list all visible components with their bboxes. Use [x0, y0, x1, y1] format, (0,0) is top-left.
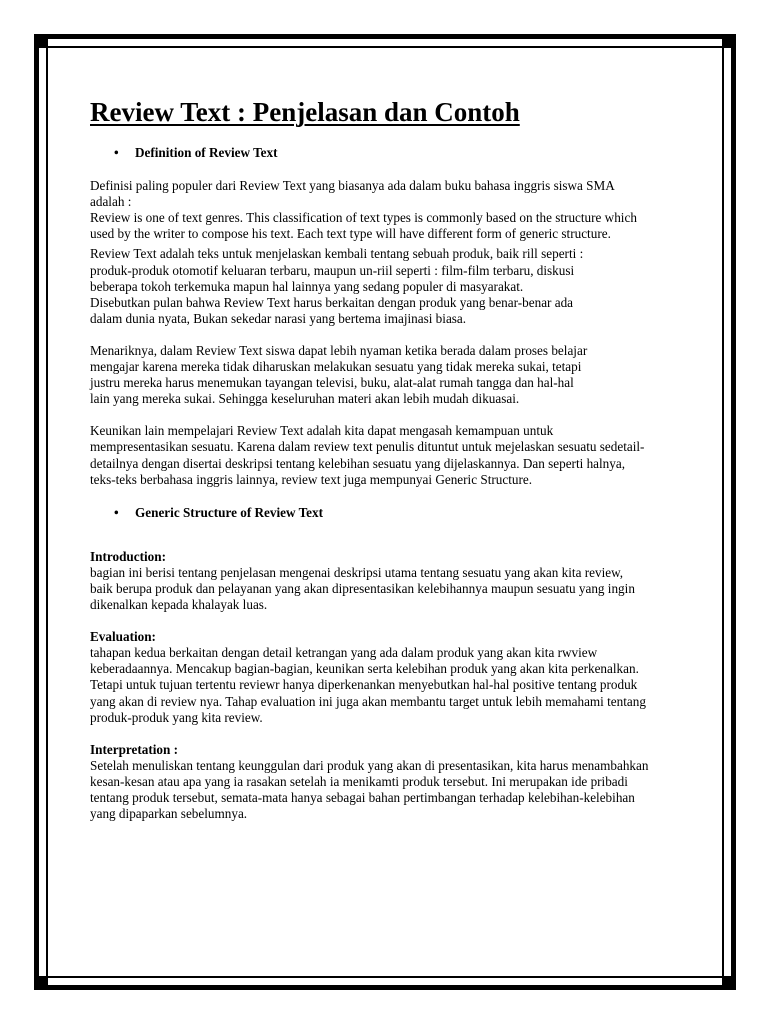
document-title: Review Text : Penjelasan dan Contoh	[90, 97, 520, 127]
document-body	[90, 96, 680, 822]
bullet-icon: •	[114, 504, 119, 520]
introduction-block: Introduction: bagian ini berisi tentang penjelasan mengenai deskripsi utama tentang sesuatu yang akan kita review, baik berupa produk dan pelayanan yang akan dipresentasikan kelebihannya maupun sesuatu yang ingin dikenalkan kepada khalayak luas.	[90, 548, 635, 613]
paragraph-review-text: Review Text adalah teks untuk menjelaskan kembali tentang sebuah produk, baik rill seperti : produk-produk otomotif keluaran terbaru, maupun un-riil seperti : film-film terbaru, diskusi beberapa tokoh terkemuka mapun hal lainnya yang sedang populer di masyarakat. Disebutkan pulan bahwa Review Text harus berkaitan dengan produk yang benar-benar ada dalam dunia nyata, Bukan sekedar narasi yang bertema imajinasi biasa.	[90, 246, 584, 326]
border-corner-top-left	[34, 34, 48, 48]
border-corner-top-right	[722, 34, 736, 48]
paragraph-definition: Definisi paling populer dari Review Text yang biasanya ada dalam buku bahasa inggris siswa SMA adalah : Review is one of text genres. This classification of text types is commonly based on the structure which used by the writer to compose his text. Each text type will have different form of generic structure.	[90, 178, 637, 242]
interpretation-title: Interpretation :	[90, 741, 179, 757]
section-heading-generic-structure: • Generic Structure of Review Text	[114, 504, 323, 520]
bullet-icon: •	[114, 145, 119, 160]
border-corner-bottom-right	[722, 976, 736, 990]
section-heading-definition: • Definition of Review Text	[114, 145, 278, 160]
border-corner-bottom-left	[34, 976, 48, 990]
evaluation-block: Evaluation: tahapan kedua berkaitan dengan detail ketrangan yang ada dalam produk yang akan kita rwview keberadaannya. Mencakup bagian-bagian, keunikan serta kelebihan produk yang akan kita perkenalkan. Tetapi untuk tujuan tertentu reviewr hanya diperkenankan menyebutkan hal-hal positive tentang produk yang akan di review nya. Tahap evaluation ini juga akan membantu target untuk lebih memahami tentang produk-produk yang kita review.	[90, 629, 646, 725]
introduction-title: Introduction:	[90, 548, 166, 564]
paragraph-menariknya: Menariknya, dalam Review Text siswa dapat lebih nyaman ketika berada dalam proses belajar mengajar karena mereka tidak diharuskan melakukan sesuatu yang tidak mereka sukai, tetapi justru mereka harus menemukan tayangan televisi, buku, alat-alat rumah tangga dan hal-hal lain yang mereka sukai. Sehingga keseluruhan materi akan lebih mudah dikuasai.	[90, 342, 588, 407]
evaluation-title: Evaluation:	[90, 629, 156, 645]
paragraph-keunikan: Keunikan lain mempelajari Review Text adalah kita dapat mengasah kemampuan untuk mempresentasikan sesuatu. Karena dalam review text penulis dituntut untuk mejelaskan sesuatu sedetail- detailnya dengan disertai deskripsi tentang kelebihan sesuatu yang dijelaskannya. Dan seperti halnya, teks-teks berbahasa inggris lainnya, review text juga mempunyai Generic Structure.	[90, 423, 645, 487]
interpretation-block: Interpretation : Setelah menuliskan tentang keunggulan dari produk yang akan di presentasikan, kita harus menambahkan kesan-kesan atau apa yang ia rasakan setelah ia menikamti produk tersebut. Ini merupakan ide pribadi tentang produk tersebut, semata-mata hanya sebagai bahan pertimbangan terhadap kelebihan-kelebihan yang dipaparkan sebelumnya.	[90, 741, 649, 822]
